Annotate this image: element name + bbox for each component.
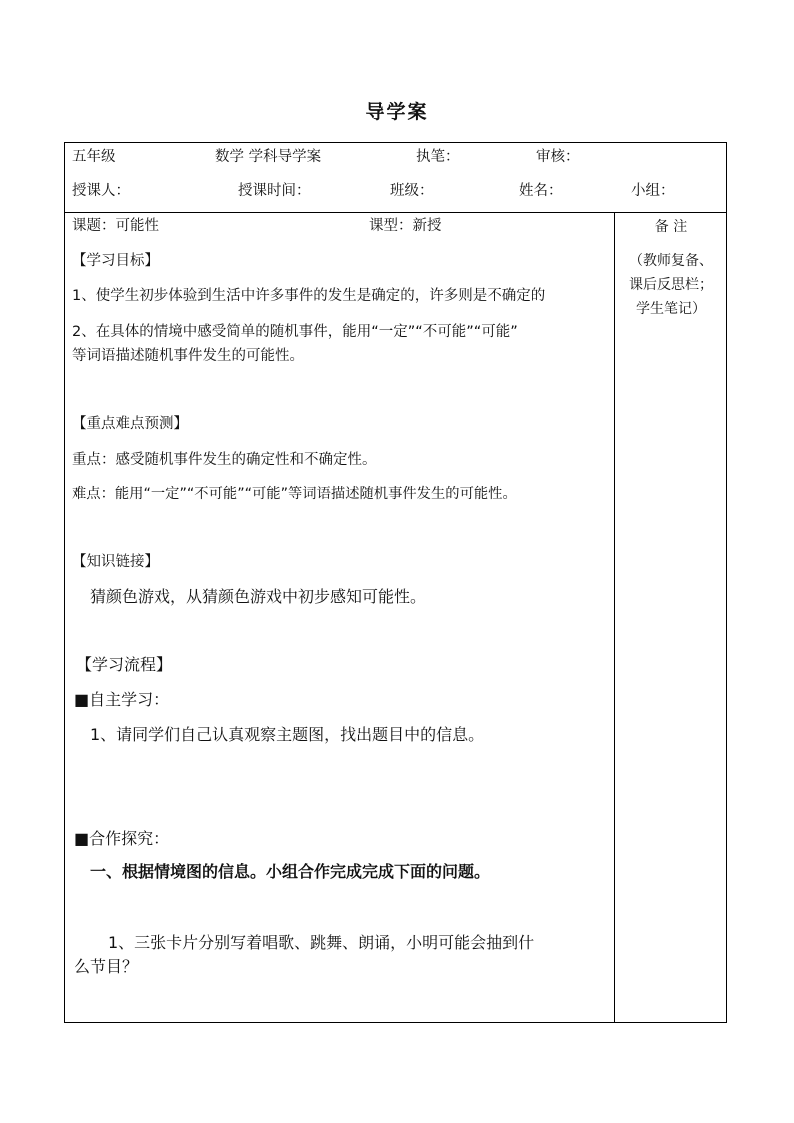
lesson-type-label: 课型：新授 (369, 218, 442, 234)
objective-item-1: 1、使学生初步体验到生活中许多事件的发生是确定的，许多则是不确定的 (72, 288, 546, 304)
subject-label: 数学 学科导学案 (215, 149, 322, 165)
key-point-text: 重点：感受随机事件发生的确定性和不确定性。 (72, 452, 377, 468)
time-label: 授课时间： (238, 183, 311, 199)
reviewer-label: 审核： (536, 149, 580, 165)
self-study-item-1: 1、请同学们自己认真观察主题图，找出题目中的信息。 (90, 725, 485, 744)
knowledge-text: 猜颜色游戏，从猜颜色游戏中初步感知可能性。 (90, 587, 427, 606)
header-divider (64, 212, 727, 213)
notes-line-3: 学生笔记） (636, 301, 706, 317)
class-label: 班级： (390, 183, 434, 199)
notes-column-divider (614, 212, 615, 1023)
group-label: 小组： (631, 183, 675, 199)
difficult-point-text: 难点：能用“一定”“不可能”“可能”等词语描述随机事件发生的可能性。 (72, 486, 517, 502)
teacher-label: 授课人： (72, 183, 130, 199)
process-heading: 【学习流程】 (76, 655, 173, 674)
cooperation-title: 一、根据情境图的信息。小组合作完成完成下面的问题。 (90, 862, 491, 881)
name-label: 姓名： (519, 183, 563, 199)
writer-label: 执笔： (416, 149, 460, 165)
objective-item-2: 2、在具体的情境中感受简单的随机事件，能用“一定”“不可能”“可能” (72, 324, 518, 340)
notes-title: 备 注 (654, 219, 688, 235)
knowledge-heading: 【知识链接】 (72, 554, 159, 570)
question-1-continued: 么节目？ (74, 957, 139, 976)
self-study-heading: ■自主学习： (74, 690, 170, 709)
grade-label: 五年级 (72, 149, 116, 165)
question-1: 1、三张卡片分别写着唱歌、跳舞、朗诵，小明可能会抽到什 (108, 933, 535, 952)
topic-label: 课题：可能性 (72, 218, 159, 234)
objectives-heading: 【学习目标】 (72, 253, 159, 269)
notes-line-1: （教师复备、 (629, 253, 713, 269)
notes-line-2: 课后反思栏； (629, 277, 713, 293)
key-points-heading: 【重点难点预测】 (72, 416, 188, 432)
objective-item-2-continued: 等词语描述随机事件发生的可能性。 (72, 348, 304, 364)
cooperation-heading: ■合作探究： (74, 829, 170, 848)
document-title: 导学案 (365, 101, 429, 123)
